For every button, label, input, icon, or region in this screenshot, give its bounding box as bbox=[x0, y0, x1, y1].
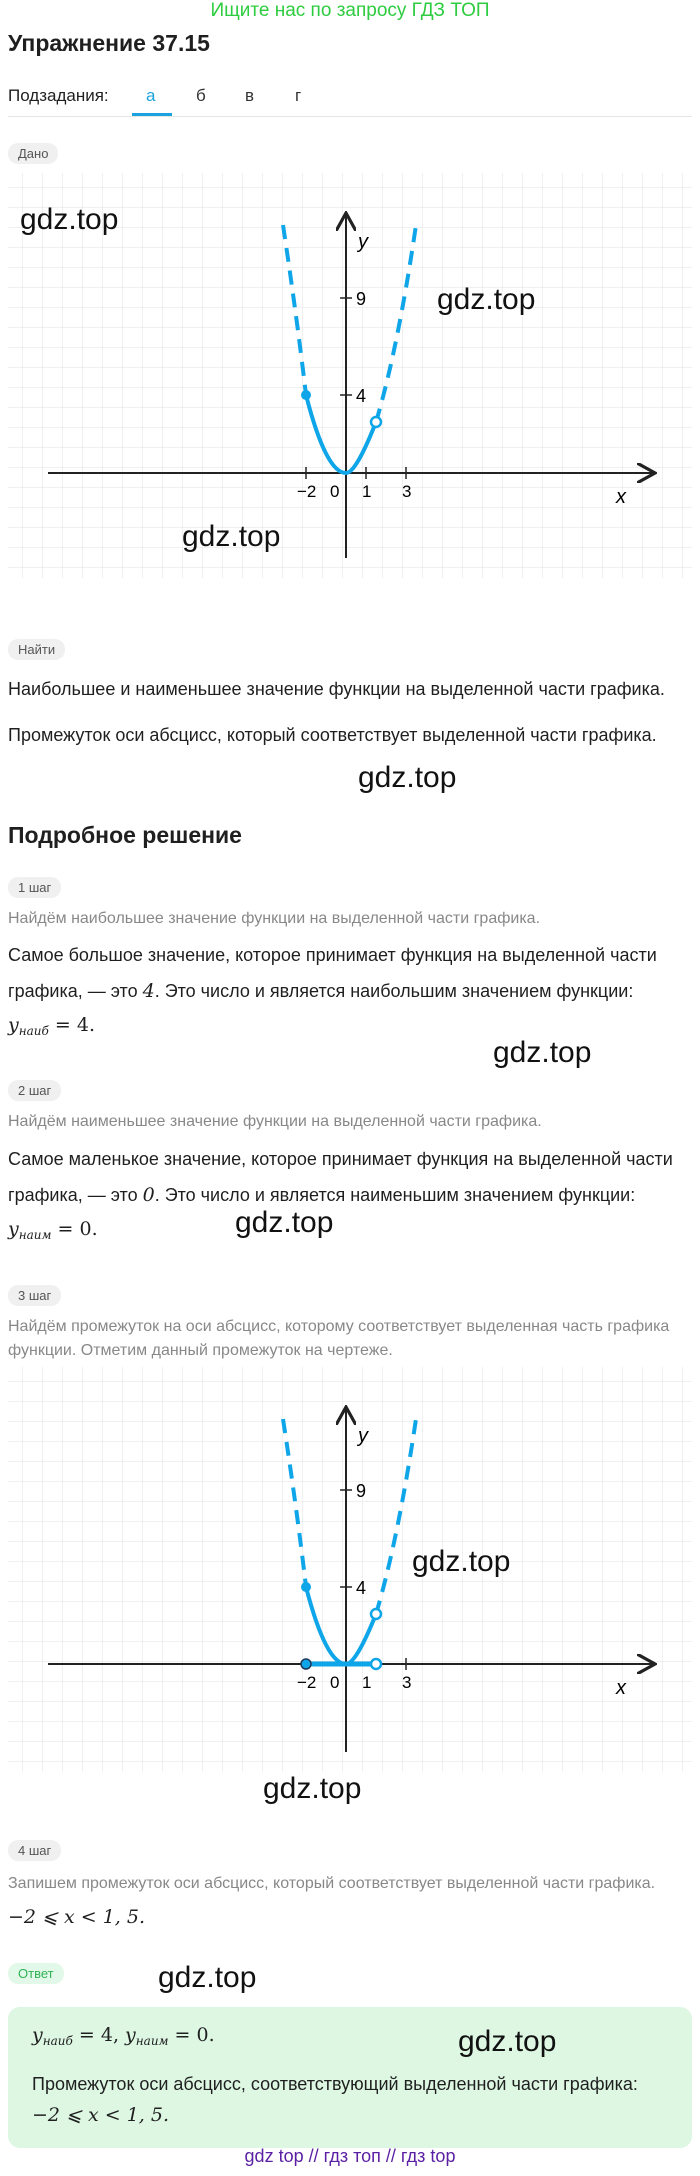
x-tick-label-neg2: −2 bbox=[297, 482, 317, 501]
step-1-line-2: графика, — это 4. Это число и является наибольшим значением функции: bbox=[8, 980, 634, 1002]
x-axis-label: x bbox=[616, 1677, 626, 1699]
watermark: gdz.top bbox=[20, 203, 119, 236]
y-axis-label: y bbox=[358, 231, 368, 253]
step-3-chip: 3 шаг bbox=[8, 1285, 61, 1306]
open-point bbox=[371, 1609, 381, 1619]
y-tick-label-9: 9 bbox=[356, 289, 367, 309]
find-item-1: Наибольшее и наименьшее значение функции на выделенной части графика. bbox=[8, 679, 665, 699]
grid bbox=[8, 1367, 692, 1772]
filled-point bbox=[301, 1582, 311, 1592]
find-chip: Найти bbox=[8, 639, 65, 660]
step-2-line-2: графика, — это 0. Это число и является наименьшим значением функции: bbox=[8, 1184, 636, 1206]
step-4-formula: −2 ⩽ x < 1, 5. bbox=[8, 1906, 146, 1928]
step-3-hint-line-1: Найдём промежуток на оси абсцисс, которому соответствует выделенная часть графика bbox=[8, 1318, 670, 1335]
y-tick-label-9: 9 bbox=[356, 1481, 367, 1501]
answer-chip: Ответ bbox=[8, 1963, 64, 1984]
subtasks-label: Подзадания: bbox=[8, 86, 109, 105]
open-point bbox=[371, 417, 381, 427]
footer-links[interactable]: gdz top // гдз топ // гдз top bbox=[244, 2146, 456, 2166]
x-tick-label-neg2: −2 bbox=[297, 1673, 317, 1692]
step-2-chip: 2 шаг bbox=[8, 1080, 61, 1101]
step-4-hint: Запишем промежуток оси абсцисс, который соответствует выделенной части графика. bbox=[8, 1875, 656, 1892]
x-tick-label-3: 3 bbox=[402, 1673, 412, 1692]
answer-text: Промежуток оси абсцисс, соответствующий выделенной части графика: bbox=[32, 2074, 638, 2094]
solution-graph bbox=[8, 1367, 692, 1772]
watermark: gdz.top bbox=[358, 761, 457, 794]
tab-a[interactable]: а bbox=[146, 86, 156, 105]
x-tick-label-1: 1 bbox=[362, 482, 372, 501]
divider bbox=[8, 116, 692, 117]
tab-b[interactable]: б bbox=[196, 86, 206, 105]
watermark: gdz.top bbox=[412, 1545, 511, 1578]
given-chip: Дано bbox=[8, 143, 58, 164]
answer-formula: $y_{наиб} = 4$, $y_{наим} = 0$. bbox=[32, 2024, 215, 2048]
step-1-hint: Найдём наибольшее значение функции на выделенной части графика. bbox=[8, 910, 541, 927]
x-tick-label-0: 0 bbox=[330, 482, 340, 501]
tab-v[interactable]: в bbox=[245, 86, 255, 105]
answer-interval: −2 ⩽ x < 1, 5. bbox=[32, 2104, 170, 2126]
solution-title: Подробное решение bbox=[8, 822, 242, 848]
y-tick-label-4: 4 bbox=[356, 386, 367, 406]
watermark: gdz.top bbox=[182, 520, 281, 553]
watermark: gdz.top bbox=[235, 1206, 334, 1239]
step-2-formula: $y_{наим} = 0$. bbox=[8, 1218, 98, 1242]
find-item-2: Промежуток оси абсцисс, который соответствует выделенной части графика. bbox=[8, 725, 657, 745]
step-2-value: 0 bbox=[142, 1184, 155, 1206]
top-banner[interactable]: Ищите нас по запросу ГДЗ ТОП bbox=[210, 0, 490, 21]
step-2-line-1: Самое маленькое значение, которое принимает функция на выделенной части bbox=[8, 1149, 673, 1169]
step-1-formula: $y_{наиб} = 4$. bbox=[8, 1014, 95, 1038]
y-tick-label-4: 4 bbox=[356, 1578, 367, 1598]
watermark: gdz.top bbox=[493, 1036, 592, 1069]
x-axis-label: x bbox=[616, 486, 626, 508]
step-1-chip: 1 шаг bbox=[8, 877, 61, 898]
x-tick-label-1: 1 bbox=[362, 1673, 372, 1692]
step-3-hint-line-2: функции. Отметим данный промежуток на чертеже. bbox=[8, 1342, 393, 1359]
filled-point bbox=[301, 390, 311, 400]
watermark: gdz.top bbox=[263, 1772, 362, 1805]
watermark: gdz.top bbox=[158, 1961, 257, 1994]
step-4-chip: 4 шаг bbox=[8, 1840, 61, 1861]
tab-g[interactable]: г bbox=[295, 86, 302, 105]
watermark: gdz.top bbox=[458, 2025, 557, 2058]
watermark: gdz.top bbox=[437, 283, 536, 316]
interval-start-point bbox=[301, 1659, 311, 1669]
step-2-hint: Найдём наименьшее значение функции на выделенной части графика. bbox=[8, 1113, 542, 1130]
x-tick-label-3: 3 bbox=[402, 482, 412, 501]
y-axis-label: y bbox=[358, 1425, 368, 1447]
x-tick-label-0: 0 bbox=[330, 1673, 340, 1692]
page-title: Упражнение 37.15 bbox=[8, 30, 210, 56]
interval-end-point bbox=[371, 1659, 381, 1669]
step-1-value: 4 bbox=[142, 980, 155, 1002]
step-1-line-1: Самое большое значение, которое принимает функция на выделенной части bbox=[8, 945, 657, 965]
